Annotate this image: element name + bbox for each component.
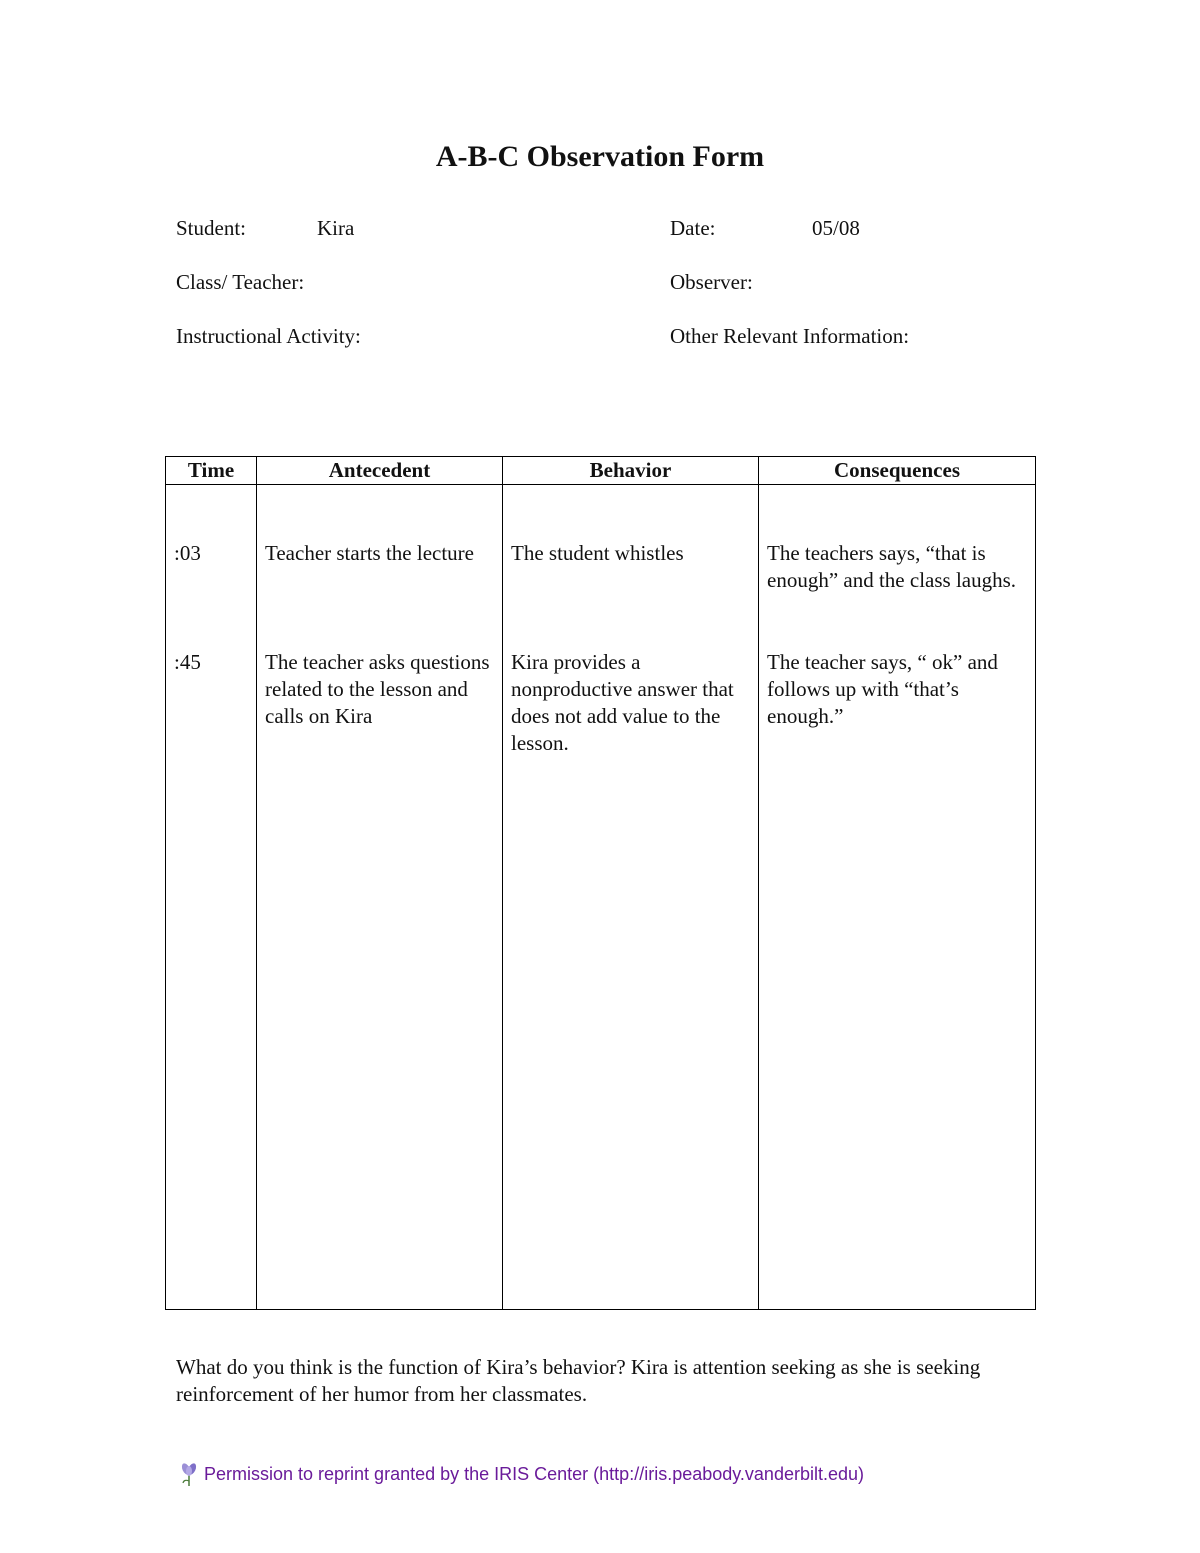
permission-text[interactable]: Permission to reprint granted by the IRIS Center (http://iris.peabody.vanderbilt.edu): [204, 1463, 864, 1484]
cell-behavior: Kira provides a nonproductive answer that does not add value to the lesson.: [503, 649, 759, 786]
date-label: Date:: [670, 216, 716, 240]
cell-consequences: The teachers says, “that is enough” and the class laughs.: [759, 540, 1036, 649]
header-consequences: Consequences: [759, 457, 1036, 485]
function-question: What do you think is the function of Kira’s behavior? Kira is attention seeking as she is seeking reinforcement of her humor from her classmates.: [176, 1355, 981, 1406]
cell-consequences: The teacher says, “ ok” and follows up with “that’s enough.”: [759, 649, 1036, 786]
table-row: [166, 649, 1036, 786]
observer-label: Observer:: [670, 270, 753, 294]
table-spacer-row: [166, 485, 1036, 541]
instructional-activity-label: Instructional Activity:: [176, 324, 361, 348]
cell-time: :03: [166, 540, 257, 649]
student-value: Kira: [317, 216, 355, 240]
class-teacher-label: Class/ Teacher:: [176, 270, 305, 294]
permission-footer: [180, 1461, 864, 1487]
other-info-label: Other Relevant Information:: [670, 324, 910, 348]
table-header-row: [166, 457, 1036, 485]
table-row: [166, 540, 1036, 649]
cell-time: :45: [166, 649, 257, 786]
iris-flower-icon: [180, 1461, 198, 1487]
cell-behavior: The student whistles: [503, 540, 759, 649]
header-behavior: Behavior: [503, 457, 759, 485]
student-label: Student:: [176, 216, 247, 240]
cell-antecedent: The teacher asks questions related to the lesson and calls on Kira: [257, 649, 503, 786]
header-time: Time: [166, 457, 257, 485]
table-empty-row: [166, 786, 1036, 1310]
form-title: A-B-C Observation Form: [435, 140, 765, 173]
date-value: 05/08: [812, 216, 860, 240]
cell-antecedent: Teacher starts the lecture: [257, 540, 503, 649]
header-antecedent: Antecedent: [257, 457, 503, 485]
abc-table: [165, 456, 1036, 1310]
